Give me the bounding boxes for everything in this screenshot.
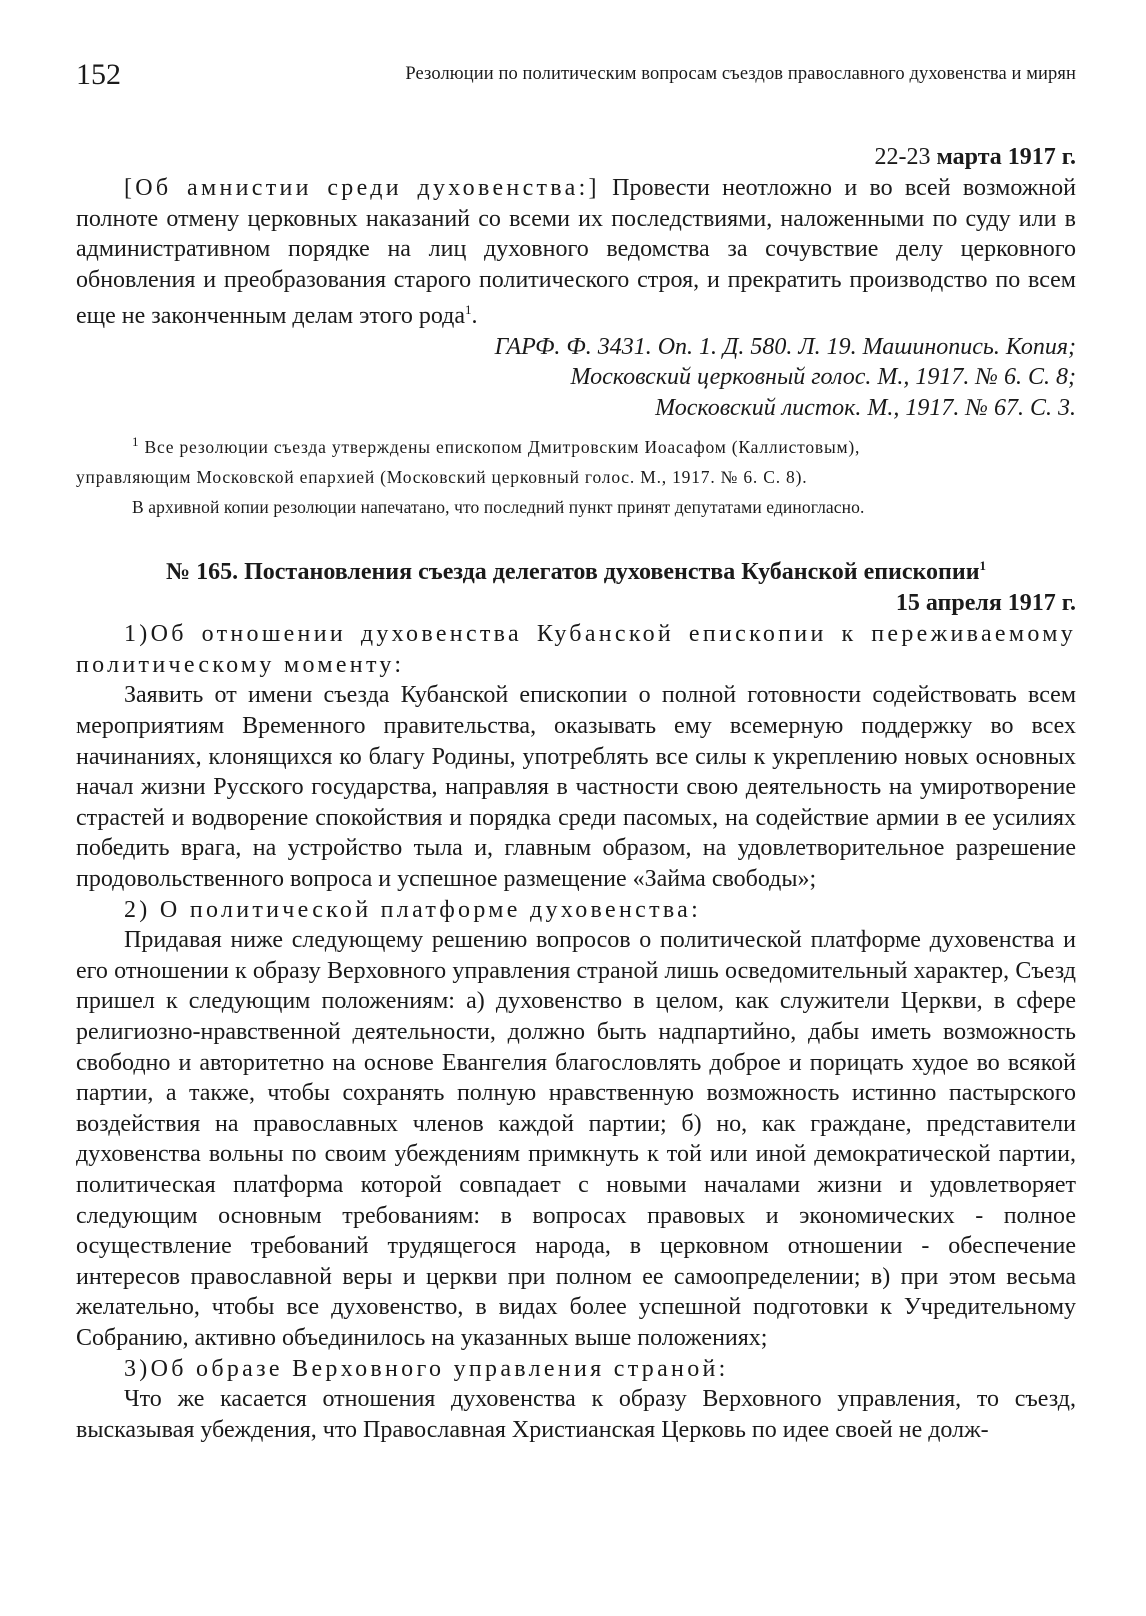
footnote-mark: 1 — [132, 434, 140, 450]
section-text-3: Что же касается отношения духовенства к образу Верховного управления, то съезд, высказывая убеждения, что Православная Христианская Церковь по идее своей не долж- — [76, 1386, 1076, 1443]
page-content — [76, 142, 1076, 1445]
footnote-note: В архивной копии резолюции напечатано, что последний пункт принят депутатами единогласно. — [132, 497, 865, 518]
footnote-text: Все резолюции съезда утверждены епископом Дмитровским Иоасафом (Каллистовым), — [139, 437, 861, 458]
amnesty-text: Провести неотложно и во всей возможной полноте отмену церковных наказаний со всеми их последствиями, наложенными по суду или в административном порядке на лиц духовного ведомства за сочувствие делу церковного обновления и преобразования старого политического строя, и прекратить производство по всем еще не законченным делам этого рода — [76, 175, 1076, 330]
document-title — [76, 550, 1076, 588]
newspaper-source: Московский листок. М., 1917. № 67. С. 3. — [655, 394, 1076, 421]
section-text-1: Заявить от имени съезда Кубанской епископии о полной готовности содействовать всем мероприятиям Временного правительства, оказывать ему всемерную поддержку во всех начинаниях, клонящихся ко благу Родины, употреблять все силы к укреплению новых основных начал жизни Русского государства, направляя в частности свою деятельность на умиротворение страстей и водворение спокойствия и порядка среди пасомых, на содействие армии в ее усилиях победить врага, на устройство тыла и, главным образом, на удовлетворительное разрешение продовольственного вопроса и успешное размещение «Займа свободы»; — [76, 682, 1076, 893]
title-footnote-reference: 1 — [979, 558, 987, 574]
footnote-continuation: управляющим Московской епархией (Московский церковный голос. М., 1917. № 6. С. 8). — [76, 467, 808, 488]
page-number: 152 — [76, 58, 121, 91]
footnote-reference: 1 — [465, 302, 472, 318]
document-date — [76, 588, 1076, 619]
footnote — [76, 427, 1076, 462]
section-heading-2: 2) О политической платформе духовенства: — [124, 896, 702, 923]
section-text-2: Придавая ниже следующему решению вопросов о политической платформе духовенства и его отношении к образу Верховного управления страной лишь осведомительный характер, Съезд пришел к следующим положениям: а) духовенство в целом, как служители Церкви, в сфере религиозно-нравственной деятельности, должно быть надпартийно, дабы иметь возможность свободно и авторитетно на основе Евангелия благословлять доброе и порицать худое во всякой партии, а также, чтобы сохранять полную нравственную возможность истинно пастырского воздействия на православных членов каждой партии; б) но, как граждане, представители духовенства вольны по своим убеждениям примкнуть к той или иной демократической партии, политическая платформа которой совпадает с новыми началами жизни и удовлетворяет следующим основным требованиям: в вопросах правовых и экономических - полное осуществление требований трудящегося народа, в церковном отношении - обеспечение интересов православной веры и церкви при полном ее самоопределении; в) при этом весьма желательно, чтобы все духовенство, в видах более успешной подготовки к Учредительному Собранию, активно объединилось на указанных выше положениях; — [76, 927, 1076, 1351]
date-number: 22-23 — [874, 144, 931, 170]
document-title-text: № 165. Постановления съезда делегатов духовенства Кубанской епископии — [165, 559, 980, 586]
document-date — [76, 142, 1076, 173]
amnesty-heading: [Об амнистии среди духовенства:] — [124, 175, 600, 201]
section-heading-3: 3)Об образе Верховного управления страной: — [124, 1355, 729, 1382]
running-title: Резолюции по политическим вопросам съездов православного духовенства и мирян — [405, 64, 1076, 84]
newspaper-source: Московский церковный голос. М., 1917. № 6. С. 8; — [570, 364, 1076, 391]
section-heading-1: 1)Об отношении духовенства Кубанской епископии к переживаемому политическому моменту: — [76, 621, 1076, 678]
date-text: 15 апреля 1917 г. — [895, 590, 1076, 617]
archive-source: ГАРФ. Ф. 3431. Оп. 1. Д. 580. Л. 19. Машинопись. Копия; — [494, 333, 1076, 360]
page-header — [76, 58, 1076, 98]
date-month-year: марта 1917 г. — [936, 144, 1076, 170]
amnesty-period: . — [471, 303, 478, 330]
amnesty-paragraph — [76, 173, 1076, 332]
